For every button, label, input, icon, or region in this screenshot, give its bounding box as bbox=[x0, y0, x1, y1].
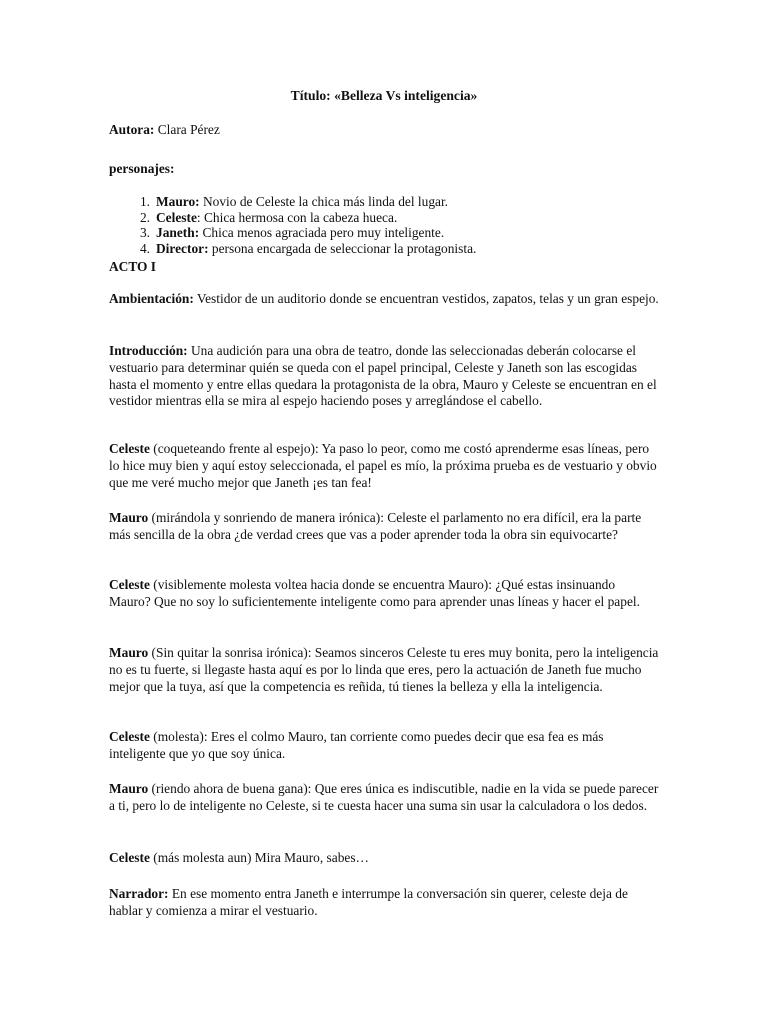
act-heading-text: ACTO I bbox=[109, 259, 157, 274]
paragraph-speaker: Mauro bbox=[109, 645, 149, 660]
character-item bbox=[109, 194, 669, 210]
paragraph-speaker: Ambientación: bbox=[109, 291, 194, 306]
dialogue-mauro-3 bbox=[109, 781, 659, 815]
paragraph-speaker: Celeste bbox=[109, 729, 150, 744]
dialogue-mauro-1 bbox=[109, 510, 659, 544]
paragraph-text: (más molesta aun) Mira Mauro, sabes… bbox=[149, 850, 369, 865]
author-name: Clara Pérez bbox=[157, 122, 220, 137]
character-item bbox=[109, 241, 669, 257]
dialogue-celeste-1 bbox=[109, 441, 659, 491]
paragraph-speaker: Mauro bbox=[109, 510, 149, 525]
paragraph-text: (molesta): Eres el colmo Mauro, tan corriente como puedes decir que esa fea es más inteligente que yo que soy única. bbox=[109, 729, 604, 761]
document-title: Título: «Belleza Vs inteligencia» bbox=[290, 88, 478, 103]
characters-heading bbox=[109, 161, 659, 178]
paragraph-speaker: Mauro bbox=[109, 781, 149, 796]
dialogue-mauro-2 bbox=[109, 645, 659, 695]
list-number: 3. bbox=[139, 225, 150, 241]
list-number: 4. bbox=[139, 240, 150, 256]
list-number: 1. bbox=[139, 194, 150, 209]
dialogue-celeste-4 bbox=[109, 850, 659, 867]
author-label: Autora: bbox=[109, 122, 155, 137]
character-item bbox=[109, 210, 669, 226]
dialogue-celeste-2 bbox=[109, 577, 659, 611]
character-desc: Chica menos agraciada pero muy inteligente. bbox=[199, 225, 445, 241]
paragraph-introduccion bbox=[109, 343, 659, 410]
character-name: Celeste bbox=[156, 209, 197, 225]
paragraph-speaker: Celeste bbox=[109, 850, 150, 865]
paragraph-ambientacion bbox=[109, 291, 659, 308]
paragraph-text: Una audición para una obra de teatro, donde las seleccionadas deberán colocarse el vestuario para determinar quién se queda con el papel principal, Celeste y Janeth son las escogidas hasta el momento y entre ellas quedara la protagonista de la obra, Mauro y Celeste se encuentran en el vestidor mientras ella se mira al espejo haciendo poses y arreglándose el cabello. bbox=[109, 343, 657, 409]
paragraph-text: (riendo ahora de buena gana): Que eres única es indiscutible, nadie en la vida se puede parecer a ti, pero lo de inteligente no Celeste, si te cuesta hacer una suma sin usar la calculadora o los dedos. bbox=[109, 781, 659, 813]
paragraph-speaker: Narrador: bbox=[109, 886, 169, 901]
character-desc: persona encargada de seleccionar la protagonista. bbox=[208, 240, 477, 256]
list-number: 2. bbox=[139, 209, 150, 225]
character-item bbox=[109, 225, 669, 241]
character-list bbox=[109, 194, 669, 256]
act-heading bbox=[109, 259, 659, 276]
paragraph-speaker: Celeste bbox=[109, 577, 150, 592]
paragraph-text: En ese momento entra Janeth e interrumpe la conversación sin querer, celeste deja de hablar y comienza a mirar el vestuario. bbox=[109, 886, 628, 918]
paragraph-text: (visiblemente molesta voltea hacia donde se encuentra Mauro): ¿Qué estas insinuando Mauro? Que no soy lo suficientemente inteligente como para aprender unas líneas y hacer el papel. bbox=[109, 577, 640, 609]
character-name: Janeth: bbox=[156, 225, 200, 241]
character-desc: : Chica hermosa con la cabeza hueca. bbox=[196, 209, 398, 225]
character-name: Mauro: bbox=[156, 194, 200, 209]
author-line bbox=[109, 122, 659, 139]
paragraph-text: (mirándola y sonriendo de manera irónica): Celeste el parlamento no era difícil, era la parte más sencilla de la obra ¿de verdad crees que vas a poder aprender toda la obra sin equivocarte? bbox=[109, 510, 642, 542]
character-name: Director: bbox=[156, 240, 209, 256]
paragraph-text: (coqueteando frente al espejo): Ya paso lo peor, como me costó aprenderme esas líneas, pero lo hice muy bien y aquí estoy seleccionada, el papel es mío, la próxima prueba es de vestuario y obvio que me veré mucho mejor que Janeth ¡es tan fea! bbox=[109, 441, 657, 490]
characters-heading-text: personajes: bbox=[109, 161, 175, 176]
paragraph-speaker: Celeste bbox=[109, 441, 150, 456]
paragraph-speaker: Introducción: bbox=[109, 343, 188, 358]
dialogue-celeste-3 bbox=[109, 729, 659, 763]
paragraph-text: (Sin quitar la sonrisa irónica): Seamos sinceros Celeste tu eres muy bonita, pero la inteligencia no es tu fuerte, si llegaste hasta aquí es por lo linda que eres, pero la actuación de Janeth fue mucho mejor que la tuya, así que la competencia es reñida, tú tienes la belleza y ella la inteligencia. bbox=[109, 645, 659, 694]
paragraph-narrador bbox=[109, 886, 659, 920]
character-desc: Novio de Celeste la chica más linda del lugar. bbox=[199, 194, 449, 209]
paragraph-text: Vestidor de un auditorio donde se encuentran vestidos, zapatos, telas y un gran espejo. bbox=[193, 291, 659, 306]
